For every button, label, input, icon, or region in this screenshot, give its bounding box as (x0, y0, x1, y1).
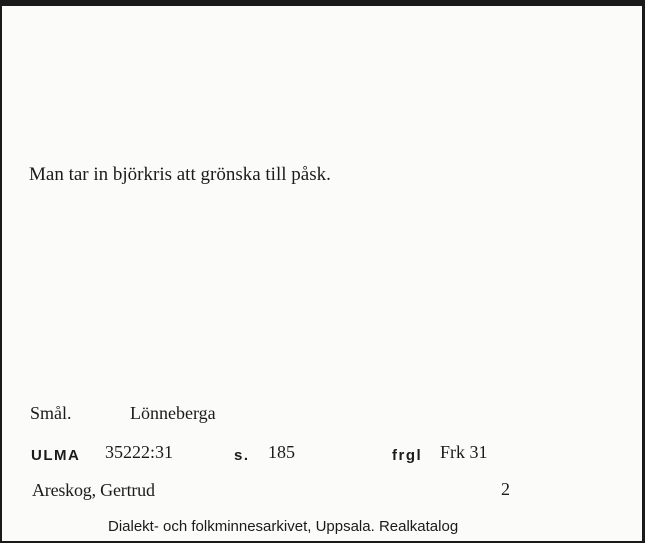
place-name: Lönneberga (130, 403, 216, 423)
card-number: 2 (501, 479, 510, 499)
archive-code: ULMA (31, 447, 81, 464)
questionnaire-value: Frk 31 (440, 442, 488, 462)
questionnaire-label: frgl (392, 447, 423, 464)
card-entry-text: Man tar in björkris att grönska till påsk. (29, 164, 331, 185)
archive-footer: Dialekt- och folkminnesarkivet, Uppsala. Realkatalog (108, 518, 459, 535)
region-label: Smål. (30, 403, 72, 423)
informant-name: Areskog, Gertrud (32, 480, 155, 500)
page-label: s. (234, 447, 250, 464)
page-number: 185 (268, 442, 295, 462)
archive-number: 35222:31 (105, 442, 174, 462)
